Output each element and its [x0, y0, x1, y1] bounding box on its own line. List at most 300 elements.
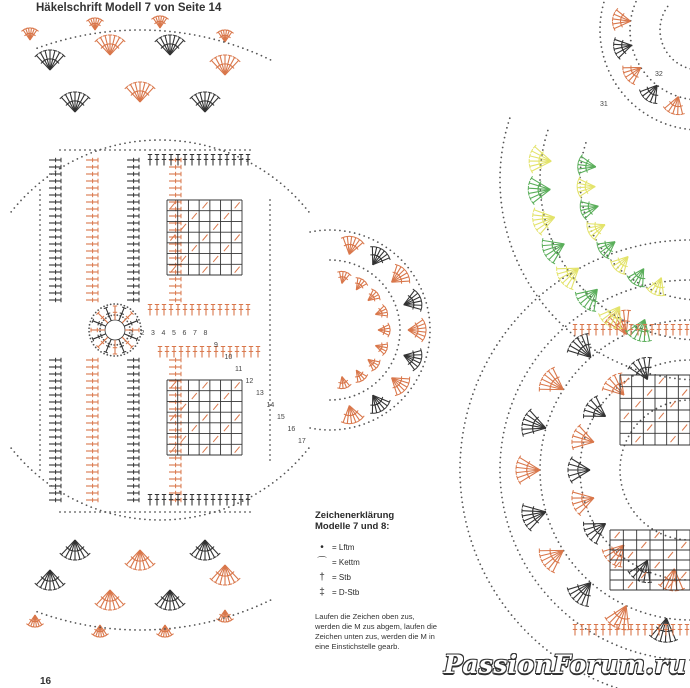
- treble-stitch: [375, 314, 387, 315]
- chain-dot: [425, 356, 427, 358]
- chain-dot: [460, 487, 462, 489]
- chain-dot: [527, 306, 529, 308]
- chain-dot: [500, 162, 502, 164]
- stitch-bar: [671, 113, 675, 114]
- chain-dot: [557, 332, 559, 334]
- chain-dot: [154, 149, 156, 151]
- chain-dot: [517, 389, 519, 391]
- stitch-bar: [539, 554, 540, 558]
- treble-stitch: [647, 358, 649, 380]
- chain-dot: [512, 250, 514, 252]
- stitch-bar: [533, 218, 534, 222]
- chain-dot: [218, 40, 220, 42]
- chain-dot: [309, 231, 311, 233]
- stitch-bar: [572, 502, 573, 506]
- treble-stitch: [404, 355, 422, 356]
- chain-dot: [269, 419, 271, 421]
- grid-stitch: [681, 542, 686, 548]
- chain-dot: [610, 74, 612, 76]
- chain-dot: [499, 467, 501, 469]
- chain-dot: [382, 283, 384, 285]
- chain-dot: [269, 344, 271, 346]
- stitch-bar: [661, 295, 665, 296]
- row-number: 3: [151, 330, 155, 337]
- chain-dot: [251, 607, 253, 609]
- chain-dot: [136, 316, 138, 318]
- stitch-bar: [53, 50, 57, 51]
- chain-dot: [255, 493, 257, 495]
- chain-dot: [237, 156, 239, 158]
- grid-stitch: [170, 415, 175, 421]
- chain-dot: [269, 429, 271, 431]
- chain-dot: [464, 422, 466, 424]
- chain-dot: [659, 241, 661, 243]
- chain-dot: [594, 524, 596, 526]
- chain-dot: [122, 342, 124, 344]
- stitch-bar: [421, 348, 422, 352]
- chain-dot: [410, 387, 412, 389]
- chain-dot: [659, 24, 661, 26]
- chain-dot: [427, 351, 429, 353]
- chain-dot: [659, 616, 661, 618]
- chain-dot: [514, 320, 516, 322]
- chain-dot: [517, 316, 519, 318]
- chain-dot: [670, 93, 672, 95]
- chain-dot: [461, 496, 463, 498]
- chain-dot: [551, 528, 553, 530]
- stitch-bar: [533, 506, 534, 510]
- chain-dot: [467, 531, 469, 533]
- chain-dot: [329, 229, 331, 231]
- chain-dot: [291, 192, 293, 194]
- chain-dot: [269, 459, 271, 461]
- right-crochet-diagram: [459, 0, 690, 688]
- chain-dot: [635, 106, 637, 108]
- chain-dot: [619, 469, 621, 471]
- chain-dot: [506, 231, 508, 233]
- stitch-bar: [602, 549, 603, 553]
- chain-dot: [554, 336, 556, 338]
- chain-dot: [228, 152, 230, 154]
- chain-dot: [119, 149, 121, 151]
- chain-dot: [624, 95, 626, 97]
- chain-dot: [508, 526, 510, 528]
- chain-dot: [640, 420, 642, 422]
- chain-dot: [545, 307, 547, 309]
- chain-dot: [234, 511, 236, 513]
- chain-dot: [609, 394, 611, 396]
- legend: [315, 510, 455, 600]
- chain-dot: [280, 182, 282, 184]
- chain-dot: [89, 324, 91, 326]
- chain-dot: [134, 29, 136, 31]
- chain-dot: [39, 339, 41, 341]
- chain-dot: [518, 264, 520, 266]
- chain-dot: [594, 414, 596, 416]
- stitch-bar: [228, 584, 232, 585]
- chain-dot: [358, 265, 360, 267]
- chain-dot: [334, 429, 336, 431]
- chain-dot: [239, 511, 241, 513]
- chain-dot: [363, 268, 365, 270]
- chain-dot: [519, 554, 521, 556]
- chain-dot: [218, 149, 220, 151]
- chain-dot: [565, 554, 567, 556]
- chain-dot: [548, 310, 550, 312]
- chain-dot: [20, 459, 22, 461]
- chain-dot: [463, 511, 465, 513]
- chain-dot: [659, 33, 661, 35]
- chain-dot: [367, 388, 369, 390]
- chain-dot: [334, 259, 336, 261]
- chain-dot: [659, 28, 661, 30]
- chain-dot: [462, 432, 464, 434]
- chain-dot: [90, 321, 92, 323]
- chain-dot: [39, 244, 41, 246]
- chain-dot: [541, 588, 543, 590]
- chain-dot: [624, 557, 626, 559]
- stitch-bar: [585, 606, 589, 607]
- chain-dot: [269, 364, 271, 366]
- chain-dot: [69, 511, 71, 513]
- stitch-bar: [557, 272, 558, 276]
- chain-dot: [589, 423, 591, 425]
- chain-dot: [524, 563, 526, 565]
- chain-dot: [385, 246, 387, 248]
- chain-dot: [110, 355, 112, 357]
- chain-dot: [229, 511, 231, 513]
- grid-stitch: [668, 552, 673, 558]
- row-number: 31: [600, 101, 608, 108]
- chain-dot: [461, 437, 463, 439]
- chain-dot: [599, 21, 601, 23]
- chain-dot: [269, 259, 271, 261]
- chain-dot: [558, 397, 560, 399]
- chain-dot: [268, 485, 270, 487]
- chain-dot: [462, 506, 464, 508]
- chain-dot: [63, 493, 65, 495]
- chain-dot: [589, 515, 591, 517]
- chain-dot: [504, 427, 506, 429]
- legend-label: = Stb: [332, 572, 351, 582]
- chain-dot: [95, 508, 97, 510]
- chain-dot: [535, 359, 537, 361]
- row-number: 5: [172, 330, 176, 337]
- chain-dot: [519, 384, 521, 386]
- chain-dot: [550, 286, 552, 288]
- stitch-bar: [587, 226, 588, 230]
- chain-dot: [527, 633, 529, 635]
- chain-dot: [189, 149, 191, 151]
- chain-dot: [526, 371, 528, 373]
- stitch-bar: [382, 313, 383, 317]
- chain-dot: [517, 549, 519, 551]
- chain-dot: [669, 320, 671, 322]
- chain-dot: [251, 496, 253, 498]
- chain-dot: [129, 29, 131, 31]
- stitch-bar: [408, 381, 409, 385]
- chain-dot: [404, 263, 406, 265]
- chain-dot: [269, 389, 271, 391]
- chain-dot: [127, 306, 129, 308]
- chain-dot: [269, 324, 271, 326]
- stitch-bar: [552, 240, 553, 244]
- chain-dot: [542, 499, 544, 501]
- chain-dot: [255, 165, 257, 167]
- chain-dot: [493, 590, 495, 592]
- chain-dot: [532, 575, 534, 577]
- chain-dot: [270, 599, 272, 601]
- stitch-bar: [597, 242, 598, 246]
- chain-dot: [119, 515, 121, 517]
- chain-dot: [511, 324, 513, 326]
- stitch-bar: [208, 92, 212, 93]
- chain-dot: [132, 310, 134, 312]
- chain-dot: [363, 235, 365, 237]
- treble-stitch: [587, 224, 605, 225]
- chain-dot: [520, 269, 522, 271]
- chain-dot: [89, 625, 91, 627]
- chain-dot: [544, 591, 546, 593]
- chain-dot: [505, 516, 507, 518]
- chain-dot: [159, 139, 161, 141]
- chain-dot: [389, 409, 391, 411]
- chain-dot: [100, 510, 102, 512]
- chain-dot: [194, 511, 196, 513]
- chain-dot: [139, 511, 141, 513]
- treble-stitch: [571, 459, 590, 470]
- chain-dot: [134, 141, 136, 143]
- chain-dot: [39, 214, 41, 216]
- chain-dot: [38, 182, 40, 184]
- chain-dot: [39, 344, 41, 346]
- chain-dot: [76, 500, 78, 502]
- chain-dot: [535, 299, 537, 301]
- chain-dot: [542, 292, 544, 294]
- grid-stitch: [224, 425, 229, 431]
- chain-dot: [500, 487, 502, 489]
- chain-dot: [149, 629, 151, 631]
- chain-dot: [295, 462, 297, 464]
- chain-dot: [13, 207, 15, 209]
- chain-dot: [507, 122, 509, 124]
- chain-dot: [39, 354, 41, 356]
- page-number: 16: [40, 676, 52, 687]
- chain-dot: [90, 506, 92, 508]
- chain-dot: [184, 517, 186, 519]
- chain-dot: [599, 26, 601, 28]
- chain-dot: [616, 294, 618, 296]
- chain-dot: [591, 418, 593, 420]
- chain-dot: [496, 594, 498, 596]
- chain-dot: [119, 511, 121, 513]
- chain-dot: [515, 394, 517, 396]
- chain-dot: [179, 511, 181, 513]
- chain-dot: [573, 319, 575, 321]
- chain-dot: [39, 324, 41, 326]
- chain-dot: [502, 437, 504, 439]
- chain-dot: [144, 29, 146, 31]
- chain-dot: [662, 14, 664, 16]
- treble-stitch: [580, 187, 595, 197]
- chain-dot: [500, 202, 502, 204]
- chain-dot: [139, 629, 141, 631]
- chain-dot: [204, 622, 206, 624]
- grid-stitch: [655, 562, 660, 568]
- chain-dot: [539, 474, 541, 476]
- chain-dot: [174, 149, 176, 151]
- chain-dot: [134, 629, 136, 631]
- chain-dot: [39, 469, 41, 471]
- chain-dot: [625, 365, 627, 367]
- chain-dot: [526, 567, 528, 569]
- chain-dot: [100, 149, 102, 151]
- treble-stitch: [678, 97, 682, 115]
- chain-dot: [81, 502, 83, 504]
- chain-dot: [657, 85, 659, 87]
- chain-dot: [625, 248, 627, 250]
- chain-dot: [558, 541, 560, 543]
- chain-dot: [630, 247, 632, 249]
- chain-dot: [633, 511, 635, 513]
- chain-dot: [602, 6, 604, 8]
- chain-dot: [39, 329, 41, 331]
- chain-dot: [629, 25, 631, 27]
- chain-dot: [154, 519, 156, 521]
- stitch-bar: [143, 82, 147, 83]
- chain-dot: [93, 344, 95, 346]
- grid-stitch: [615, 532, 620, 538]
- chain-dot: [269, 289, 271, 291]
- chain-dot: [65, 620, 67, 622]
- stitch-bar: [78, 559, 82, 560]
- chain-dot: [491, 586, 493, 588]
- grid-stitch: [636, 401, 641, 407]
- chain-dot: [169, 511, 171, 513]
- chain-dot: [39, 424, 41, 426]
- chain-dot: [55, 617, 57, 619]
- chain-dot: [39, 249, 41, 251]
- chain-dot: [516, 260, 518, 262]
- chain-dot: [199, 515, 201, 517]
- chain-dot: [228, 506, 230, 508]
- chain-dot: [424, 297, 426, 299]
- stitch-bar: [198, 92, 202, 93]
- chain-dot: [622, 319, 624, 321]
- chain-dot: [654, 333, 656, 335]
- stitch-bar: [567, 348, 568, 352]
- chain-dot: [70, 37, 72, 39]
- chain-dot: [676, 62, 678, 64]
- chain-dot: [509, 408, 511, 410]
- chain-dot: [679, 319, 681, 321]
- chain-dot: [269, 369, 271, 371]
- chain-dot: [605, 398, 607, 400]
- chain-dot: [269, 224, 271, 226]
- stitch-bar: [68, 92, 72, 93]
- chain-dot: [659, 575, 661, 577]
- chain-dot: [640, 519, 642, 521]
- chain-dot: [130, 350, 132, 352]
- stitch-bar: [543, 249, 544, 253]
- chain-dot: [547, 420, 549, 422]
- chain-dot: [508, 328, 510, 330]
- stitch-bar: [426, 326, 427, 330]
- chain-dot: [674, 360, 676, 362]
- chain-dot: [39, 234, 41, 236]
- chain-dot: [620, 479, 622, 481]
- chain-dot: [119, 143, 121, 145]
- chain-dot: [169, 149, 171, 151]
- chain-dot: [371, 273, 373, 275]
- stitch-bar: [637, 340, 641, 341]
- chain-dot: [626, 322, 628, 324]
- chain-dot: [382, 375, 384, 377]
- chain-dot: [199, 35, 201, 37]
- chain-dot: [269, 414, 271, 416]
- chain-dot: [493, 348, 495, 350]
- chain-dot: [149, 29, 151, 31]
- chain-dot: [631, 607, 633, 609]
- chain-dot: [104, 31, 106, 33]
- chain-dot: [404, 395, 406, 397]
- chain-dot: [393, 252, 395, 254]
- grid-stitch: [192, 213, 197, 219]
- chain-dot: [601, 11, 603, 13]
- chain-dot: [89, 149, 91, 151]
- chain-dot: [39, 419, 41, 421]
- chain-dot: [94, 626, 96, 628]
- chain-dot: [581, 313, 583, 315]
- chain-dot: [237, 613, 239, 615]
- chain-dot: [585, 628, 587, 630]
- chain-dot: [620, 250, 622, 252]
- chain-dot: [70, 621, 72, 623]
- chain-dot: [684, 239, 686, 241]
- chain-dot: [109, 512, 111, 514]
- chain-dot: [69, 149, 71, 151]
- chain-dot: [643, 71, 645, 73]
- chain-dot: [401, 259, 403, 261]
- chain-dot: [499, 477, 501, 479]
- chain-dot: [39, 364, 41, 366]
- chain-dot: [269, 399, 271, 401]
- chain-dot: [38, 476, 40, 478]
- row-number: 17: [298, 438, 306, 445]
- chain-dot: [600, 348, 602, 350]
- chain-dot: [540, 484, 542, 486]
- chain-dot: [106, 304, 108, 306]
- chain-dot: [84, 511, 86, 513]
- row-number: 16: [287, 426, 296, 433]
- chain-dot: [269, 384, 271, 386]
- chain-dot: [509, 531, 511, 533]
- chain-dot: [569, 616, 571, 618]
- chain-dot: [79, 35, 81, 37]
- chain-dot: [90, 152, 92, 154]
- stitch-bar: [623, 71, 624, 75]
- stitch-bar: [517, 460, 518, 464]
- chain-dot: [530, 286, 532, 288]
- chain-dot: [20, 200, 22, 202]
- chain-dot: [537, 584, 539, 586]
- stitch-bar: [612, 22, 613, 26]
- chain-dot: [537, 355, 539, 357]
- chain-dot: [590, 347, 592, 349]
- stitch-bar: [163, 35, 167, 36]
- stitch-bar: [395, 264, 399, 265]
- chain-dot: [39, 394, 41, 396]
